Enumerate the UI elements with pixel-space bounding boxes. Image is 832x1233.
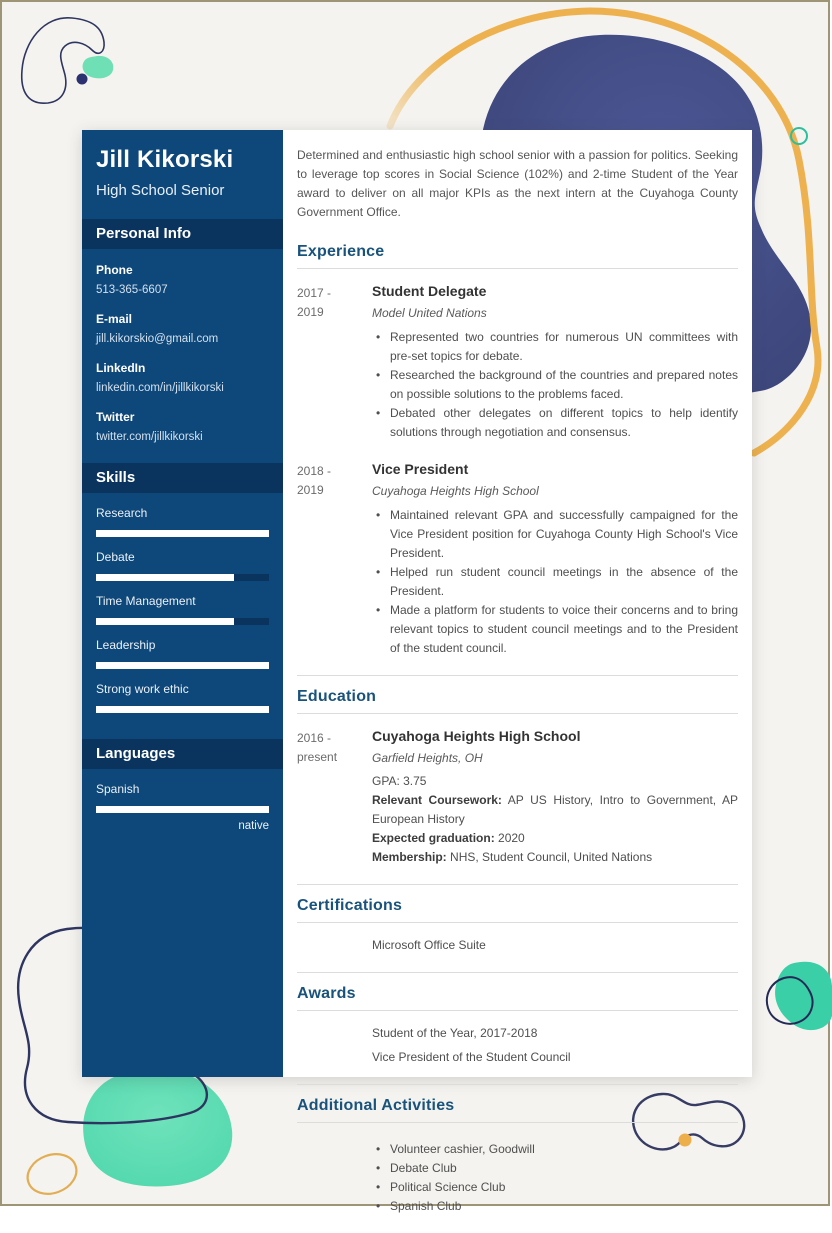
section-education xyxy=(297,688,738,885)
skill-bar-fill xyxy=(96,618,234,625)
skill-row xyxy=(96,593,269,625)
skill-row xyxy=(96,549,269,581)
detail-label: Expected graduation: xyxy=(372,831,495,845)
date-to: 2019 xyxy=(297,483,324,497)
bullet-item: • Debated other delegates on different topics to help identify solutions through negotiation and consensus. xyxy=(372,404,738,442)
contact-item-twitter xyxy=(96,410,269,445)
candidate-title: High School Senior xyxy=(96,182,225,199)
detail-label: Relevant Coursework: xyxy=(372,793,502,807)
navy-dot-top-left xyxy=(77,74,88,85)
date-from: 2016 - xyxy=(297,731,332,745)
resume-page xyxy=(82,130,752,1213)
skill-label: Leadership xyxy=(96,638,156,652)
skill-bar xyxy=(96,618,269,625)
award-item: Student of the Year, 2017-2018 xyxy=(372,1026,538,1040)
detail-text: NHS, Student Council, United Nations xyxy=(446,850,653,864)
skill-bar xyxy=(96,662,269,669)
candidate-name: Jill Kikorski xyxy=(96,146,234,173)
profile-summary: Determined and enthusiastic high school senior with a passion for politics. Seeking to leverage top scores in Social Science (102%) and 2-time Student of the Year award to deliver on all major KPIs as the next intern at the Cuyahoga County Government Office. xyxy=(297,148,738,219)
skill-label: Debate xyxy=(96,550,135,564)
job-title: Student Delegate xyxy=(372,283,487,299)
education-detail xyxy=(372,848,738,867)
skill-row xyxy=(96,505,269,537)
education-detail xyxy=(372,791,738,829)
contact-label: Twitter xyxy=(96,410,135,424)
activity-item: • Spanish Club xyxy=(372,1197,738,1216)
personal-info-heading: Personal Info xyxy=(82,219,283,249)
entry-content xyxy=(372,460,738,658)
experience-entry xyxy=(297,460,738,658)
activities-list xyxy=(372,1140,738,1216)
bullet-item: • Made a platform for students to voice their concerns and to bring relevant topics to student council meetings and to the President of the student council. xyxy=(372,601,738,658)
skill-label: Research xyxy=(96,506,148,520)
detail-text: AP US History, Intro to Government, AP European History xyxy=(372,793,739,826)
organization: Cuyahoga Heights High School xyxy=(372,484,539,498)
contact-value: linkedin.com/in/jillkikorski xyxy=(96,382,224,394)
skill-bar-fill xyxy=(96,530,269,537)
school-name: Cuyahoga Heights High School xyxy=(372,728,581,744)
contact-item-linkedin xyxy=(96,361,269,396)
skill-bar xyxy=(96,574,269,581)
contact-item-phone xyxy=(96,263,269,298)
contact-label: LinkedIn xyxy=(96,361,146,375)
section-heading: Certifications xyxy=(297,897,738,923)
skill-row xyxy=(96,637,269,669)
skill-bar-fill xyxy=(96,662,269,669)
section-heading: Additional Activities xyxy=(297,1097,738,1123)
date-to: present xyxy=(297,750,338,764)
bullet-item: • Maintained relevant GPA and successfully campaigned for the Vice President position for Cuyahoga County High School's Vice President. xyxy=(372,506,738,563)
language-row xyxy=(96,781,269,832)
language-label: Spanish xyxy=(96,782,140,796)
contact-value: 513-365-6607 xyxy=(96,284,168,296)
job-bullets xyxy=(372,328,738,442)
skill-bar xyxy=(96,706,269,713)
contact-label: Phone xyxy=(96,263,133,277)
section-heading: Education xyxy=(297,688,738,714)
school-location: Garfield Heights, OH xyxy=(372,751,483,765)
skill-label: Strong work ethic xyxy=(96,682,189,696)
entry-content xyxy=(372,282,738,442)
job-title: Vice President xyxy=(372,461,469,477)
language-level: native xyxy=(238,820,269,832)
job-bullets xyxy=(372,506,738,658)
activity-item: • Volunteer cashier, Goodwill xyxy=(372,1140,738,1159)
detail-label: Membership: xyxy=(372,850,447,864)
skill-bar-fill xyxy=(96,574,234,581)
detail-text: GPA: 3.75 xyxy=(372,774,427,788)
bullet-item: • Helped run student council meetings in the absence of the President. xyxy=(372,563,738,601)
contact-value: jill.kikorskio@gmail.com xyxy=(96,333,219,345)
teal-blob-bottom-left xyxy=(83,1070,232,1187)
skills-heading: Skills xyxy=(82,463,283,493)
skill-row xyxy=(96,681,269,713)
certification-item: Microsoft Office Suite xyxy=(372,938,486,952)
contact-label: E-mail xyxy=(96,312,133,326)
education-detail xyxy=(372,829,738,848)
skill-bar-fill xyxy=(96,706,269,713)
language-bar xyxy=(96,806,269,813)
detail-text: 2020 xyxy=(494,831,525,845)
bullet-item: • Represented two countries for numerous UN committees with pre-set topics for debate. xyxy=(372,328,738,366)
section-experience xyxy=(297,243,738,676)
tan-oval-outline xyxy=(22,1148,82,1201)
language-bar-fill xyxy=(96,806,269,813)
section-heading: Awards xyxy=(297,985,738,1011)
education-entry xyxy=(297,727,738,867)
entry-dates xyxy=(297,282,372,442)
award-item: Vice President of the Student Council xyxy=(372,1050,571,1064)
contact-value: twitter.com/jillkikorski xyxy=(96,431,203,443)
education-detail xyxy=(372,772,738,791)
skill-label: Time Management xyxy=(96,594,196,608)
main-column xyxy=(283,130,752,1213)
experience-entry xyxy=(297,282,738,442)
section-certifications xyxy=(297,897,738,973)
entry-dates xyxy=(297,727,372,867)
date-to: 2019 xyxy=(297,305,324,319)
organization: Model United Nations xyxy=(372,306,487,320)
skill-bar xyxy=(96,530,269,537)
bullet-item: • Researched the background of the countries and prepared notes on possible solutions to the problems faced. xyxy=(372,366,738,404)
section-additional-activities xyxy=(297,1097,738,1233)
date-from: 2017 - xyxy=(297,286,332,300)
date-from: 2018 - xyxy=(297,464,332,478)
section-awards xyxy=(297,985,738,1085)
teal-blob-top-left xyxy=(83,56,114,78)
entry-content xyxy=(372,727,738,867)
activity-item: • Debate Club xyxy=(372,1159,738,1178)
entry-dates xyxy=(297,460,372,658)
languages-heading: Languages xyxy=(82,739,283,769)
contact-item-email xyxy=(96,312,269,347)
section-heading: Experience xyxy=(297,243,738,269)
activity-item: • Political Science Club xyxy=(372,1178,738,1197)
sidebar xyxy=(82,130,283,1077)
